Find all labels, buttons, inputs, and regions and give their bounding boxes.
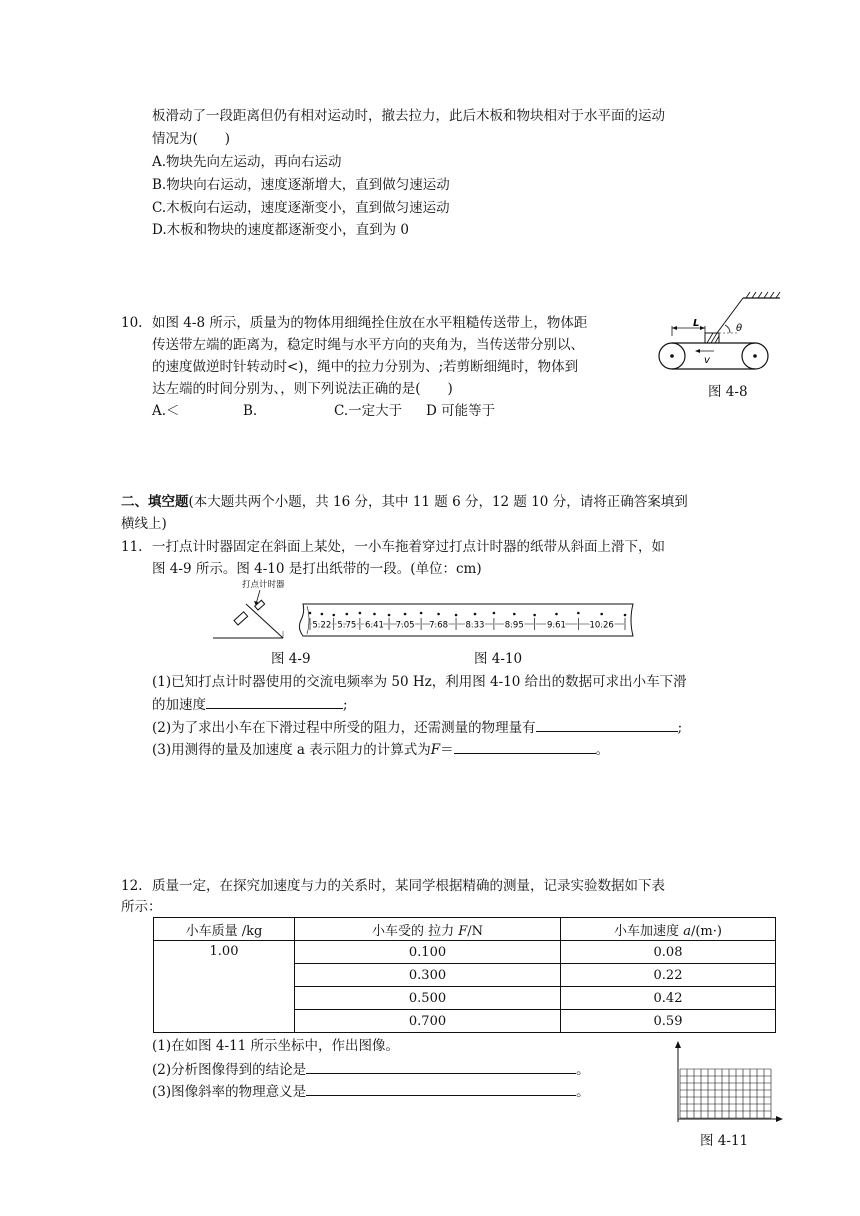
q12-line2: 所示： bbox=[121, 899, 162, 915]
table-row bbox=[154, 941, 776, 964]
figure-4-9-caption: 图 4-9 bbox=[271, 651, 311, 667]
q11-sub3-eq: ＝ bbox=[440, 742, 454, 758]
q11-sub3-line bbox=[152, 739, 609, 760]
q10-number: 10. bbox=[121, 315, 143, 331]
paper-tape-figure bbox=[295, 602, 640, 640]
q12-sub3-line bbox=[152, 1081, 590, 1102]
tape-dot bbox=[474, 613, 477, 616]
figure-4-8-caption: 图 4-8 bbox=[708, 384, 748, 400]
section-heading bbox=[121, 492, 688, 512]
tape-label: 9.61 bbox=[547, 620, 566, 631]
q12-sub2-line bbox=[152, 1059, 590, 1080]
q10-line: 如图 4-8 所示，质量为的物体用细绳拴住放在水平粗糙传送带上，物体距 bbox=[152, 315, 588, 331]
tape-dot bbox=[346, 613, 349, 616]
q10-option-b: B. bbox=[243, 403, 258, 419]
tape-label: 5.22 bbox=[312, 620, 332, 631]
q10-option-a: A.＜ bbox=[152, 403, 180, 419]
tape-marks bbox=[309, 612, 627, 631]
tape-label: 7.68 bbox=[429, 620, 449, 631]
tape-dot bbox=[455, 614, 458, 617]
length-label: L bbox=[693, 318, 700, 329]
q11-sub1b-line bbox=[152, 694, 348, 715]
table-cell: 0.500 bbox=[295, 987, 561, 1010]
tape-dot bbox=[533, 614, 536, 617]
angle-label: θ bbox=[736, 323, 743, 334]
q9-line2: 情况为( ) bbox=[152, 131, 231, 147]
table-header: 小车受的 拉力 F/N bbox=[295, 918, 561, 941]
table-cell: 0.22 bbox=[561, 964, 776, 987]
q10-line: 的速度做逆时针转动时<)，绳中的拉力分别为、;若剪断细绳时，物体到 bbox=[152, 359, 579, 375]
q11-line2: 图 4-9 所示。图 4-10 是打出纸带的一段。(单位：cm) bbox=[152, 561, 482, 577]
q9-option-b: B.物块向右运动，速度逐渐增大，直到做匀速运动 bbox=[152, 177, 450, 193]
table-cell: 0.42 bbox=[561, 987, 776, 1010]
q11-sub2: (2)为了求出小车在下滑过程中所受的阻力，还需测量的物理量有 bbox=[152, 720, 536, 736]
velocity-label: v bbox=[704, 355, 710, 366]
q11-sub1b: 的加速度 bbox=[152, 697, 206, 713]
tape-label: 8.95 bbox=[504, 620, 524, 631]
q10-option-c: C.一定大于 bbox=[334, 403, 403, 419]
q11-sub1-end: ; bbox=[343, 697, 348, 713]
q10-line: 达左端的时间分别为、，则下列说法正确的是( ) bbox=[152, 381, 453, 397]
answer-blank-5[interactable] bbox=[306, 1081, 576, 1096]
tape-dot bbox=[359, 612, 362, 615]
q11-sub3: (3)用测得的量及加速度 a 表示阻力的计算式为 bbox=[152, 742, 431, 758]
answer-blank-2[interactable] bbox=[536, 717, 678, 732]
tape-dot bbox=[437, 613, 440, 616]
q11-sub2-end: ; bbox=[677, 720, 683, 736]
tape-dot bbox=[513, 613, 516, 616]
q12-number: 12. bbox=[121, 878, 143, 894]
conveyor-belt-figure bbox=[650, 290, 785, 385]
table-cell: 0.08 bbox=[561, 941, 776, 964]
q11-line1: 一打点计时器固定在斜面上某处，一小车拖着穿过打点计时器的纸带从斜面上滑下，如 bbox=[152, 539, 665, 555]
tape-dot bbox=[420, 612, 423, 615]
incline-figure bbox=[208, 576, 300, 642]
data-table bbox=[153, 917, 776, 1033]
figure-4-10-caption: 图 4-10 bbox=[474, 651, 523, 667]
answer-blank-1[interactable] bbox=[206, 694, 343, 709]
q11-sub2-line bbox=[152, 717, 682, 738]
tape-label: 10.26 bbox=[589, 620, 614, 631]
q9-option-a: A.物块先向左运动，再向右运动 bbox=[152, 154, 342, 170]
section-title: 二、填空题 bbox=[121, 494, 189, 510]
tape-dot bbox=[404, 613, 407, 616]
q11-sub3-end: 。 bbox=[595, 742, 610, 758]
q9-option-d: D.木板和物块的速度都逐渐变小，直到为 0 bbox=[152, 222, 410, 238]
tape-label: 6.41 bbox=[365, 620, 384, 631]
q9-line1: 板滑动了一段距离但仍有相对运动时，撤去拉力，此后木板和物块相对于水平面的运动 bbox=[152, 108, 665, 124]
coordinate-grid-figure bbox=[666, 1040, 786, 1125]
timer-label: 打点计时器 bbox=[242, 580, 285, 590]
section-desc-2: 横线上) bbox=[121, 516, 167, 532]
tape-label: 8.33 bbox=[465, 620, 485, 631]
table-header-row bbox=[154, 918, 776, 941]
q12-sub1: (1)在如图 4-11 所示坐标中，作出图像。 bbox=[152, 1038, 400, 1054]
q12-sub2: (2)分析图像得到的结论是 bbox=[152, 1062, 307, 1078]
tape-dot bbox=[332, 614, 335, 617]
answer-blank-3[interactable] bbox=[454, 739, 596, 754]
tape-dot bbox=[624, 614, 627, 617]
tape-label: 7.05 bbox=[395, 620, 415, 631]
q9-option-c: C.木板向右运动，速度逐渐变小，直到做匀速运动 bbox=[152, 200, 450, 216]
tape-dot bbox=[493, 612, 496, 615]
q12-sub3: (3)图像斜率的物理意义是 bbox=[152, 1084, 307, 1100]
q11-sub1a: (1)已知打点计时器使用的交流电频率为 50 Hz，利用图 4-10 给出的数据可求出小车下滑 bbox=[152, 674, 687, 690]
q11-sub3-var: F bbox=[430, 742, 441, 758]
table-cell: 0.300 bbox=[295, 964, 561, 987]
tape-dot bbox=[555, 613, 558, 616]
tape-dot bbox=[577, 612, 580, 615]
table-cell-mass: 1.00 bbox=[154, 941, 295, 1033]
tape-dot bbox=[321, 613, 324, 616]
table-cell: 0.100 bbox=[295, 941, 561, 964]
table-cell: 0.59 bbox=[561, 1010, 776, 1033]
q11-number: 11. bbox=[121, 539, 143, 555]
q12-sub3-end: 。 bbox=[576, 1084, 590, 1100]
table-header: 小车加速度 a/(m·) bbox=[561, 918, 776, 941]
section-desc: (本大题共两个小题，共 16 分，其中 11 题 6 分，12 题 10 分，请将正确答案填到 bbox=[188, 494, 688, 510]
tape-dot bbox=[373, 613, 376, 616]
q12-line1: 质量一定，在探究加速度与力的关系时，某同学根据精确的测量，记录实验数据如下表 bbox=[152, 878, 665, 894]
table-header: 小车质量 /kg bbox=[154, 918, 295, 941]
q10-option-d: D 可能等于 bbox=[426, 403, 496, 419]
q12-sub2-end: 。 bbox=[576, 1062, 590, 1078]
answer-blank-4[interactable] bbox=[306, 1059, 576, 1074]
figure-4-11-caption: 图 4-11 bbox=[700, 1133, 749, 1149]
table-cell: 0.700 bbox=[295, 1010, 561, 1033]
q10-line: 传送带左端的距离为，稳定时绳与水平方向的夹角为，当传送带分别以、 bbox=[152, 337, 584, 353]
tape-dot bbox=[600, 613, 603, 616]
tape-dot bbox=[309, 612, 312, 615]
tape-dot bbox=[388, 614, 391, 617]
tape-label: 5.75 bbox=[337, 620, 357, 631]
